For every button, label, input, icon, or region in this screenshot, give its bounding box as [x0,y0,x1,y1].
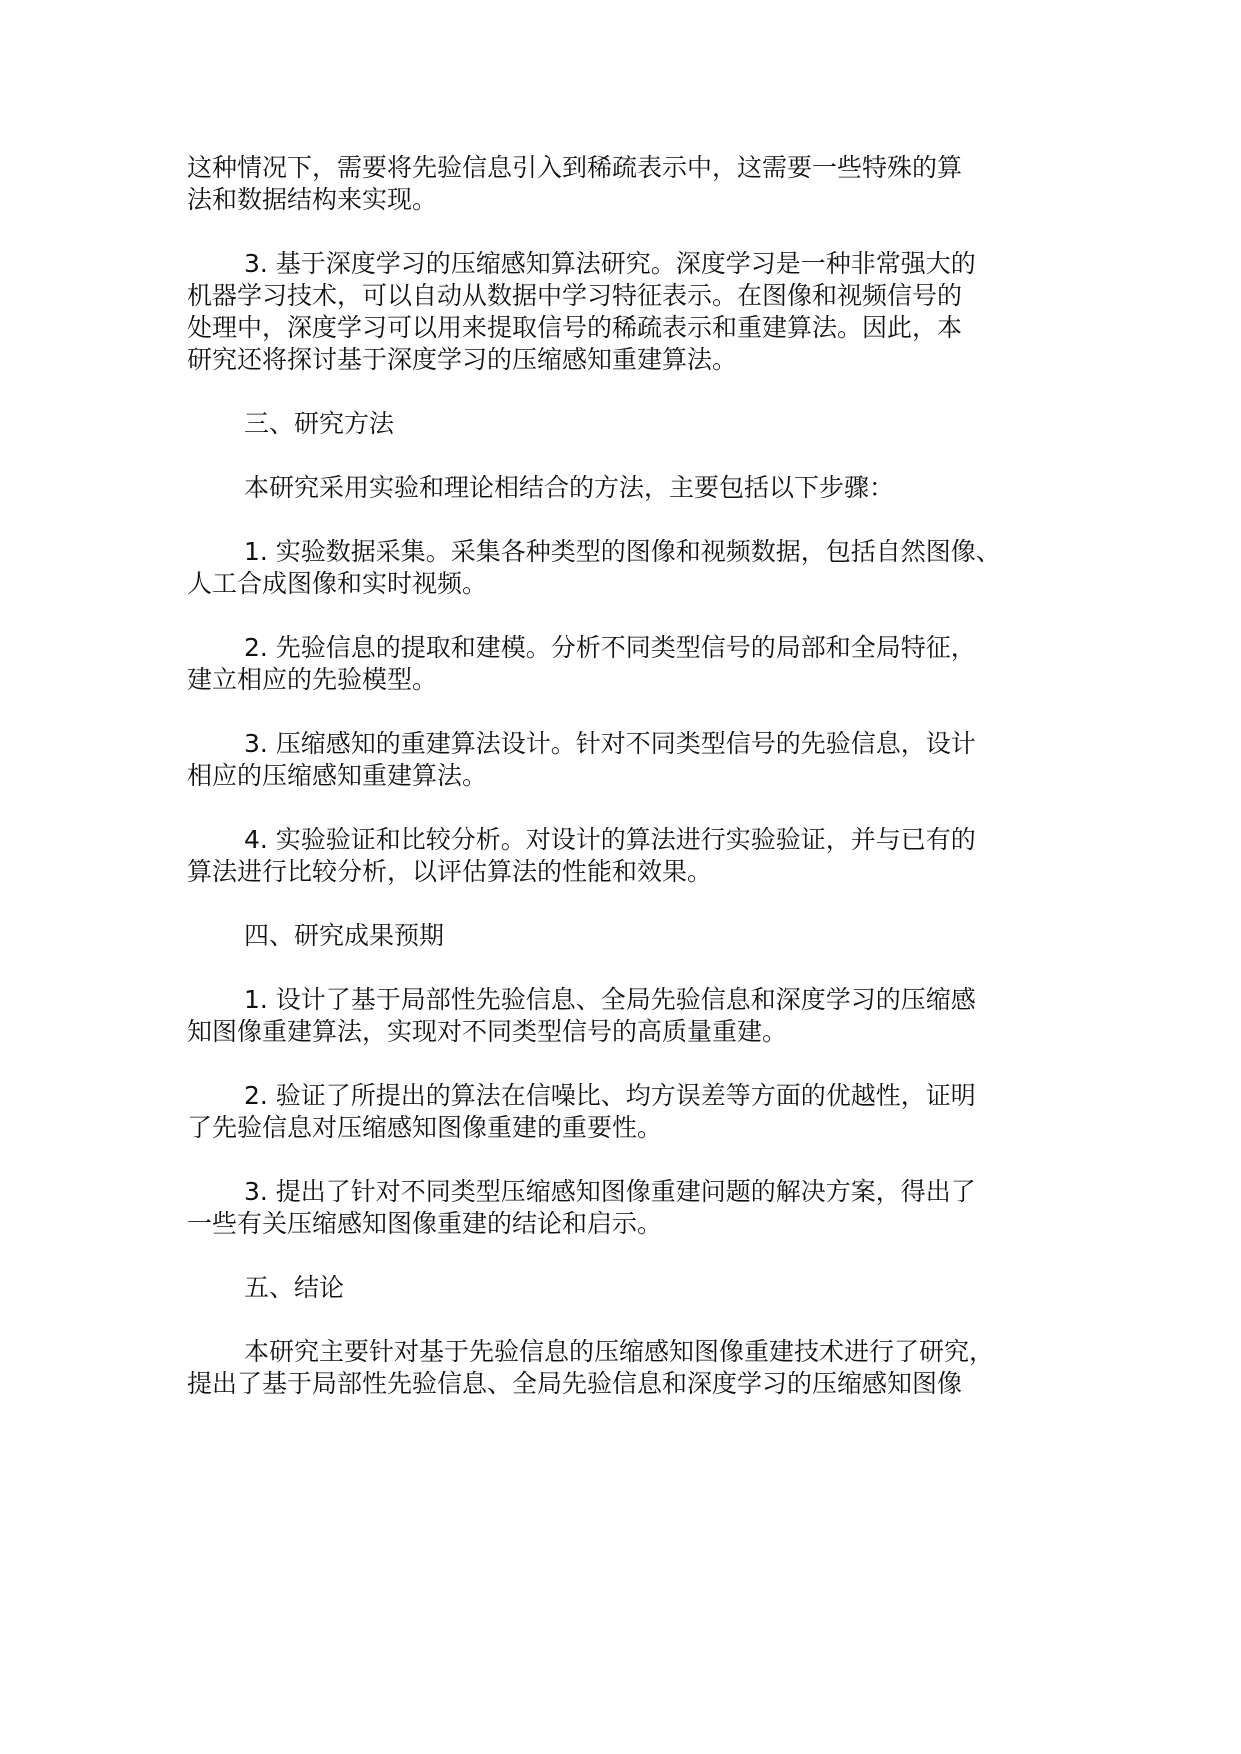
text-line: 2. 验证了所提出的算法在信噪比、均方误差等方面的优越性，证明 [244,1081,976,1110]
text-line: 研究还将探讨基于深度学习的压缩感知重建算法。 [187,345,738,374]
text-line: 人工合成图像和实时视频。 [187,569,488,598]
text-line: 3. 压缩感知的重建算法设计。针对不同类型信号的先验信息，设计 [244,729,976,758]
text-line: 3. 基于深度学习的压缩感知算法研究。深度学习是一种非常强大的 [244,249,976,278]
section-heading-expected-results [187,920,1087,952]
paragraph-methods-intro [187,472,1087,504]
paragraph-continuation [187,152,1087,216]
paragraph-result-2 [187,1080,1087,1144]
text-line: 处理中，深度学习可以用来提取信号的稀疏表示和重建算法。因此，本 [187,313,963,342]
text-line: 算法进行比较分析，以评估算法的性能和效果。 [187,857,713,886]
paragraph-method-1 [187,536,1087,600]
text-line: 本研究主要针对基于先验信息的压缩感知图像重建技术进行了研究， [244,1337,995,1366]
section-heading-conclusion [187,1272,1087,1304]
section-heading: 四、研究成果预期 [244,921,445,950]
paragraph-result-1 [187,984,1087,1048]
paragraph-method-2 [187,632,1087,696]
text-line: 知图像重建算法，实现对不同类型信号的高质量重建。 [187,1017,788,1046]
section-heading: 三、研究方法 [244,409,395,438]
section-heading-research-methods [187,408,1087,440]
text-line: 1. 实验数据采集。采集各种类型的图像和视频数据，包括自然图像、 [244,537,1001,566]
text-line: 3. 提出了针对不同类型压缩感知图像重建问题的解决方案，得出了 [244,1177,976,1206]
section-heading: 五、结论 [244,1273,345,1302]
paragraph-method-4 [187,824,1087,888]
text-line: 机器学习技术，可以自动从数据中学习特征表示。在图像和视频信号的 [187,281,963,310]
text-line: 4. 实验验证和比较分析。对设计的算法进行实验验证，并与已有的 [244,825,976,854]
text-line: 本研究采用实验和理论相结合的方法，主要包括以下步骤： [244,473,895,502]
text-line: 提出了基于局部性先验信息、全局先验信息和深度学习的压缩感知图像 [187,1369,963,1398]
paragraph-deep-learning-research [187,248,1087,376]
text-line: 这种情况下，需要将先验信息引入到稀疏表示中，这需要一些特殊的算 [187,153,963,182]
paragraph-result-3 [187,1176,1087,1240]
text-line: 1. 设计了基于局部性先验信息、全局先验信息和深度学习的压缩感 [244,985,976,1014]
text-line: 建立相应的先验模型。 [187,665,438,694]
text-line: 法和数据结构来实现。 [187,185,438,214]
text-line: 了先验信息对压缩感知图像重建的重要性。 [187,1113,663,1142]
document-page [187,152,1087,1432]
paragraph-method-3 [187,728,1087,792]
paragraph-conclusion [187,1336,1087,1400]
text-line: 相应的压缩感知重建算法。 [187,761,488,790]
text-line: 2. 先验信息的提取和建模。分析不同类型信号的局部和全局特征， [244,633,976,662]
text-line: 一些有关压缩感知图像重建的结论和启示。 [187,1209,663,1238]
